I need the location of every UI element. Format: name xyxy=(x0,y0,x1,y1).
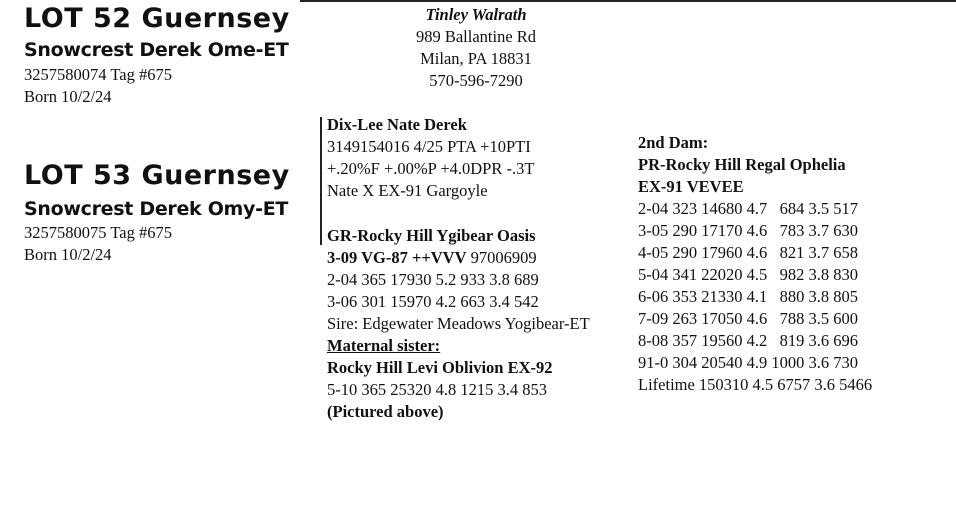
second-dam-block xyxy=(638,132,872,396)
second-dam-record: 7-09 263 17050 4.6 788 3.5 600 xyxy=(638,309,858,328)
consignor-address: 989 Ballantine Rd xyxy=(415,27,537,46)
second-dam-record: 3-05 290 17170 4.6 783 3.7 630 xyxy=(638,221,858,240)
lot-53-id-tag: 3257580075 Tag #675 xyxy=(24,223,172,242)
second-dam-record: 8-08 357 19560 4.2 819 3.6 696 xyxy=(638,331,858,350)
dam-sire-line: Sire: Edgewater Meadows Yogibear-ET xyxy=(327,314,590,333)
consignor-phone: 570-596-7290 xyxy=(429,71,523,90)
second-dam-record: 5-04 341 22020 4.5 982 3.8 830 xyxy=(638,265,858,284)
sire-name: Dix-Lee Nate Derek xyxy=(327,115,467,134)
second-dam-lifetime: Lifetime 150310 4.5 6757 3.6 5466 xyxy=(638,375,873,394)
second-dam-record: 6-06 353 21330 4.1 880 3.8 805 xyxy=(638,287,858,306)
dam-record-1: 2-04 365 17930 5.2 933 3.8 689 xyxy=(327,270,539,289)
second-dam-record: 2-04 323 14680 4.7 684 3.5 517 xyxy=(638,199,858,218)
dam-class-prefix: 3-09 VG-87 ++VVV xyxy=(327,248,467,267)
pictured-note: (Pictured above) xyxy=(327,402,444,421)
consignor-block xyxy=(386,4,566,92)
lot-52-name: Snowcrest Derek Ome-ET xyxy=(24,39,289,61)
dam-classification xyxy=(327,247,590,269)
dam-block xyxy=(327,225,590,423)
dam-name: GR-Rocky Hill Ygibear Oasis xyxy=(327,226,536,245)
second-dam-record: 4-05 290 17960 4.6 821 3.7 658 xyxy=(638,243,858,262)
maternal-sister-record: 5-10 365 25320 4.8 1215 3.4 853 xyxy=(327,380,547,399)
top-divider xyxy=(300,0,956,2)
sire-line-2: +.20%F +.00%P +4.0DPR -.3T xyxy=(327,159,535,178)
lot-52-id-tag: 3257580074 Tag #675 xyxy=(24,65,172,84)
dam-class-id: 97006909 xyxy=(466,248,537,267)
second-dam-class: EX-91 VEVEE xyxy=(638,177,744,196)
dam-record-2: 3-06 301 15970 4.2 663 3.4 542 xyxy=(327,292,539,311)
sire-line-1: 3149154016 4/25 PTA +10PTI xyxy=(327,137,531,156)
lot-52-title: LOT 52 Guernsey xyxy=(24,3,290,34)
lot-53-name: Snowcrest Derek Omy-ET xyxy=(24,198,289,220)
sire-divider xyxy=(320,117,322,245)
consignor-city: Milan, PA 18831 xyxy=(420,49,532,68)
maternal-sister-name: Rocky Hill Levi Oblivion EX-92 xyxy=(327,358,553,377)
lot-53-title: LOT 53 Guernsey xyxy=(24,160,290,191)
second-dam-record: 91-0 304 20540 4.9 1000 3.6 730 xyxy=(638,353,858,372)
second-dam-name: PR-Rocky Hill Regal Ophelia xyxy=(638,155,846,174)
sire-block xyxy=(327,114,534,202)
lot-52-born: Born 10/2/24 xyxy=(24,87,112,106)
lot-53-born: Born 10/2/24 xyxy=(24,245,112,264)
second-dam-heading: 2nd Dam: xyxy=(638,133,709,152)
consignor-name: Tinley Walrath xyxy=(425,5,527,24)
sire-line-3: Nate X EX-91 Gargoyle xyxy=(327,181,488,200)
maternal-sister-heading: Maternal sister: xyxy=(327,336,441,355)
